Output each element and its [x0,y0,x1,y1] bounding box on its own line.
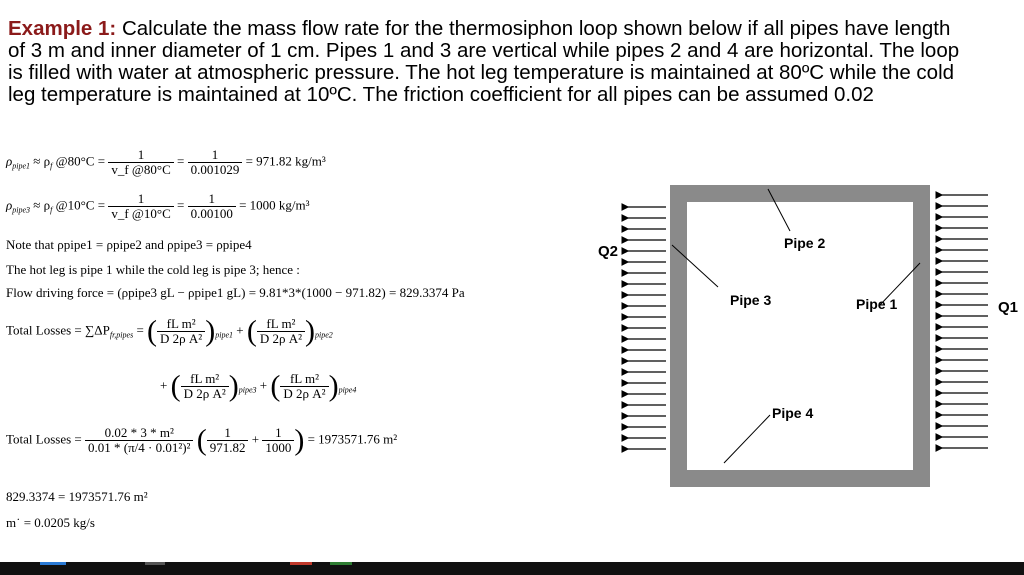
pipe2-label: Pipe 2 [784,235,826,251]
example-label: Example 1: [8,17,117,40]
answer-line: m˙ = 0.0205 kg/s [6,515,95,530]
balance-line: 829.3374 = 1973571.76 m² [6,489,148,504]
taskbar [0,562,1024,575]
total-losses-numeric: Total Losses = $\frac{\text{0.02 * 3 * m²}}{\text{0.01 * (π/4 · 0.01²)²}}$ ( $\frac{1}{971.82}$ + $\frac{1}{1000}$ ) = 1973571.76 m² [6,423,398,457]
q1-label: Q1 [998,299,1019,316]
pipe4-label: Pipe 4 [772,405,814,421]
problem-statement [8,18,968,106]
taskbar-icon[interactable] [40,562,66,565]
hot-leg-line: The hot leg is pipe 1 while the cold leg is pipe 3; hence : [6,262,300,277]
taskbar-icon[interactable] [330,562,352,565]
thermosiphon-diagram [590,165,1024,510]
note-line: Note that ρpipe1 = ρpipe2 and ρpipe3 = ρpipe4 [6,237,252,252]
total-losses-sum: Total Losses = $\sum\Delta P_{fr,pipes}$ = ( $\frac{\text{fL m²}}{\text{D 2ρ A²}}$ )$_{pipe1}$ + ( $\frac{\text{fL m²}}{\text{D 2ρ A²}}$ )$_{pipe2}$ [6,314,333,348]
total-losses-sum-row2: + ( $\frac{\text{fL m²}}{\text{D 2ρ A²}}$ )$_{pipe3}$ + ( $\frac{\text{fL m²}}{\text{D 2ρ A²}}$ )$_{pipe4}$ [160,369,357,403]
driving-force-line: Flow driving force = (ρpipe3 gL − ρpipe1 gL) = 9.81*3*(1000 − 971.82) = 829.3374 Pa [6,285,465,300]
q1-arrows [942,195,988,448]
rho-pipe3-equation: $\rho_{pipe3} \approx \rho_f$ @10°C = $\frac{1}{v\_f @10^\circ C}$ = $\frac{1}{0.00100}$ = 1000 kg/m³ [6,191,310,221]
problem-text: Calculate the mass flow rate for the thermosiphon loop shown below if all pipes have length of 3 m and inner diameter of 1 cm. Pipes 1 and 3 are vertical while pipes 2 and 4 are horizontal. The loop is filled with water at atmospheric pressure. The hot leg temperature is maintained at 80ºC while the cold leg temperature is maintained at 10ºC. The friction coefficient for all pipes can be assumed 0.02 [8,17,960,106]
q2-label: Q2 [598,243,619,260]
rho-pipe1-equation: $\rho_{pipe1} \approx \rho_f$ @80°C = $\frac{1}{v\_f @80^\circ C}$ = $\frac{1}{0.001029}$ = 971.82 kg/m³ [6,147,326,177]
pipe1-label: Pipe 1 [856,296,898,312]
taskbar-icon[interactable] [145,562,165,565]
taskbar-icon[interactable] [290,562,312,565]
q2-arrows [628,207,666,449]
pipe3-label: Pipe 3 [730,292,772,308]
